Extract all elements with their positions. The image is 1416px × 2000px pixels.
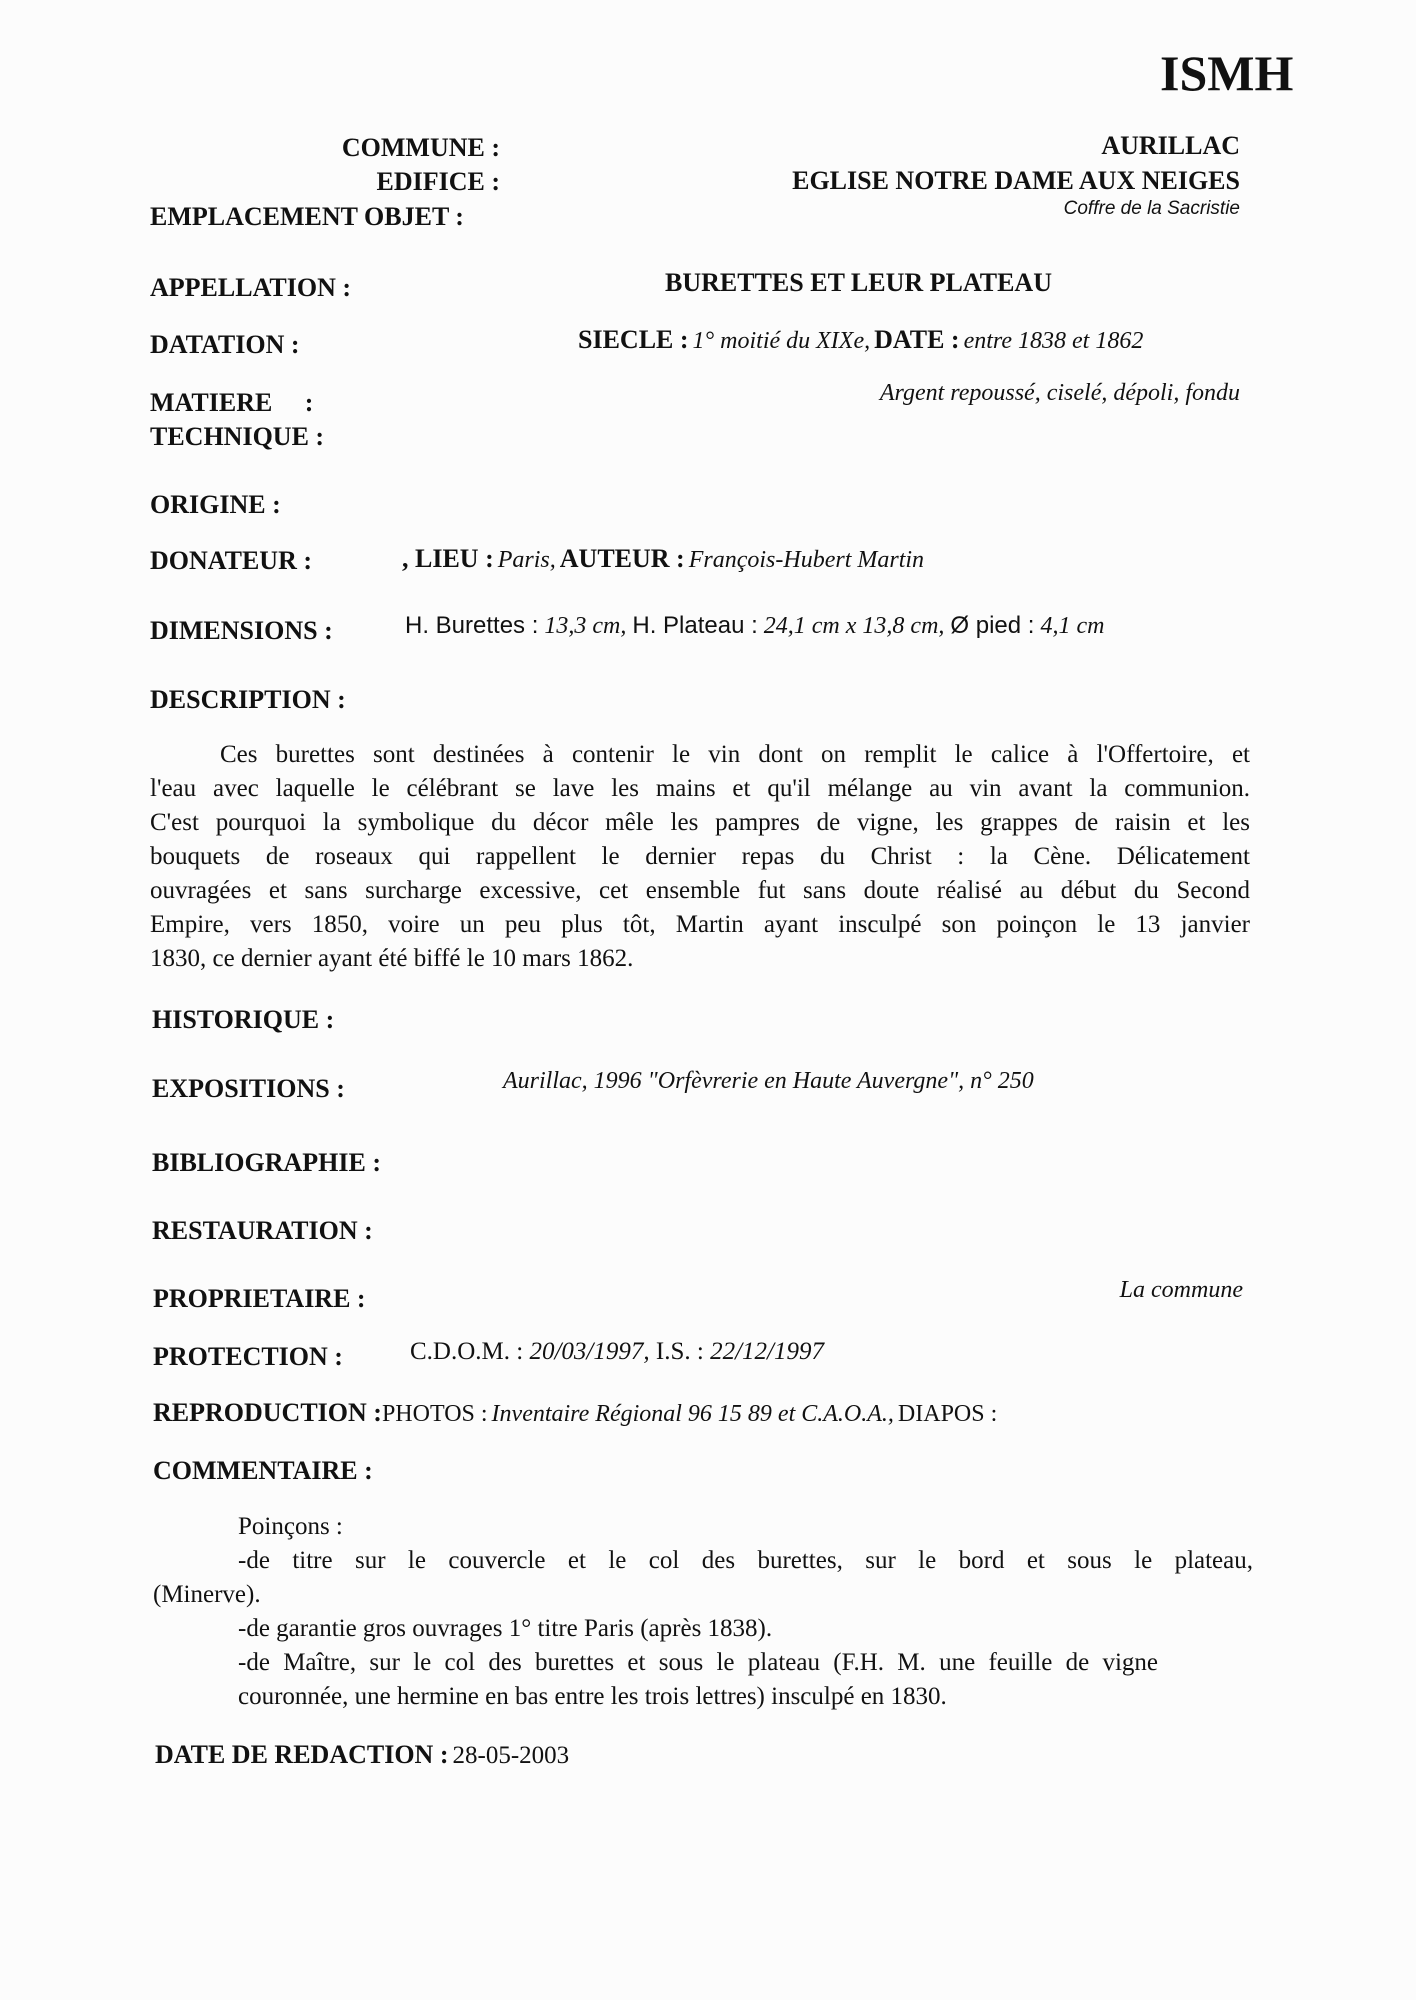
value-proprietaire: La commune (1119, 1277, 1243, 1303)
auteur-value: François-Hubert Martin (688, 547, 925, 573)
label-date-redaction: DATE DE REDACTION : (155, 1740, 449, 1769)
label-matiere: MATIERE : (150, 388, 314, 417)
commentaire-line: Poinçons : (238, 1513, 343, 1540)
label-origine: ORIGINE : (150, 490, 281, 519)
diapos-label: DIAPOS : (897, 1401, 998, 1427)
siecle-label: SIECLE : (578, 325, 689, 354)
commentaire-line: -de Maître, sur le col des burettes et sous le plateau (F.H. M. une feuille de vigne (238, 1649, 1158, 1676)
is-label: I.S. : (655, 1338, 704, 1365)
value-date-redaction: 28-05-2003 (452, 1742, 570, 1769)
siecle-value: 1° moitié du XIXe, (692, 328, 871, 354)
description-line: l'eau avec laquelle le célébrant se lave les mains et qu'il mélange au vin avant la communion. (150, 775, 1250, 802)
commentaire-line: -de titre sur le couvercle et le col des burettes, sur le bord et sous le plateau, (238, 1547, 1253, 1574)
label-historique: HISTORIQUE : (152, 1005, 335, 1034)
description-line: C'est pourquoi la symbolique du décor mêle les pampres de vigne, les grappes de raisin et les (150, 809, 1250, 836)
date-label: DATE : (874, 325, 960, 354)
cdom-value: 20/03/1997, (529, 1338, 650, 1365)
label-description: DESCRIPTION : (150, 685, 346, 714)
date-value: entre 1838 et 1862 (963, 328, 1144, 354)
pied-label: Ø pied : (950, 612, 1035, 639)
value-emplacement: Coffre de la Sacristie (1063, 198, 1240, 219)
photos-label: PHOTOS : (381, 1401, 488, 1427)
value-protection (410, 1338, 824, 1366)
plateau-value: 24,1 cm x 13,8 cm, (763, 613, 945, 639)
value-edifice: EGLISE NOTRE DAME AUX NEIGES (792, 166, 1240, 195)
label-appellation: APPELLATION : (150, 273, 352, 302)
date-redaction-row (155, 1740, 569, 1770)
value-datation (578, 325, 1143, 355)
pied-value: 4,1 cm (1040, 613, 1105, 639)
plateau-label: H. Plateau : (632, 612, 758, 639)
value-expositions: Aurillac, 1996 "Orfèvrerie en Haute Auvergne", n° 250 (503, 1068, 1034, 1094)
label-commentaire: COMMENTAIRE : (153, 1456, 373, 1485)
label-expositions: EXPOSITIONS : (152, 1074, 345, 1103)
label-protection: PROTECTION : (153, 1342, 343, 1371)
label-emplacement: EMPLACEMENT OBJET : (150, 202, 464, 231)
auteur-label: AUTEUR : (559, 544, 685, 573)
value-donateur (402, 544, 924, 574)
description-line: ouvragées et sans surcharge excessive, cet ensemble fut sans doute réalisé au début du Second (150, 877, 1250, 904)
document-code: ISMH (1160, 45, 1294, 101)
label-bibliographie: BIBLIOGRAPHIE : (152, 1148, 381, 1177)
lieu-label: , LIEU : (402, 544, 494, 573)
description-line: Ces burettes sont destinées à contenir le vin dont on remplit le calice à l'Offertoire, et (220, 741, 1250, 768)
label-dimensions: DIMENSIONS : (150, 616, 333, 645)
burettes-label: H. Burettes : (405, 612, 539, 639)
burettes-value: 13,3 cm, (544, 613, 627, 639)
value-commune: AURILLAC (1101, 131, 1240, 160)
is-value: 22/12/1997 (710, 1338, 824, 1365)
commentaire-line: -de garantie gros ouvrages 1° titre Paris (après 1838). (238, 1615, 773, 1642)
commentaire-line: couronnée, une hermine en bas entre les trois lettres) insculpé en 1830. (238, 1683, 947, 1710)
commentaire-text (153, 1510, 1253, 1714)
value-dimensions (405, 612, 1104, 640)
label-datation: DATATION : (150, 330, 300, 359)
label-donateur: DONATEUR : (150, 546, 313, 575)
label-restauration: RESTAURATION : (152, 1216, 373, 1245)
value-matiere-technique: Argent repoussé, ciselé, dépoli, fondu (879, 380, 1240, 406)
cdom-label: C.D.O.M. : (410, 1338, 524, 1365)
description-line: bouquets de roseaux qui rappellent le dernier repas du Christ : la Cène. Délicatement (150, 843, 1250, 870)
commentaire-line: (Minerve). (153, 1581, 261, 1608)
value-appellation: BURETTES ET LEUR PLATEAU (665, 268, 1052, 297)
label-commune: COMMUNE : (341, 133, 500, 162)
label-edifice: EDIFICE : (376, 167, 500, 196)
label-reproduction: REPRODUCTION : (153, 1398, 382, 1427)
description-line: Empire, vers 1850, voire un peu plus tôt, Martin ayant insculpé son poinçon le 13 janvier (150, 911, 1250, 938)
description-text (150, 738, 1250, 976)
label-proprietaire: PROPRIETAIRE : (153, 1284, 366, 1313)
lieu-value: Paris, (497, 547, 556, 573)
label-technique: TECHNIQUE : (150, 422, 325, 451)
photos-value: Inventaire Régional 96 15 89 et C.A.O.A., (491, 1401, 894, 1427)
reproduction-row (153, 1398, 997, 1428)
description-line: 1830, ce dernier ayant été biffé le 10 mars 1862. (150, 945, 634, 972)
